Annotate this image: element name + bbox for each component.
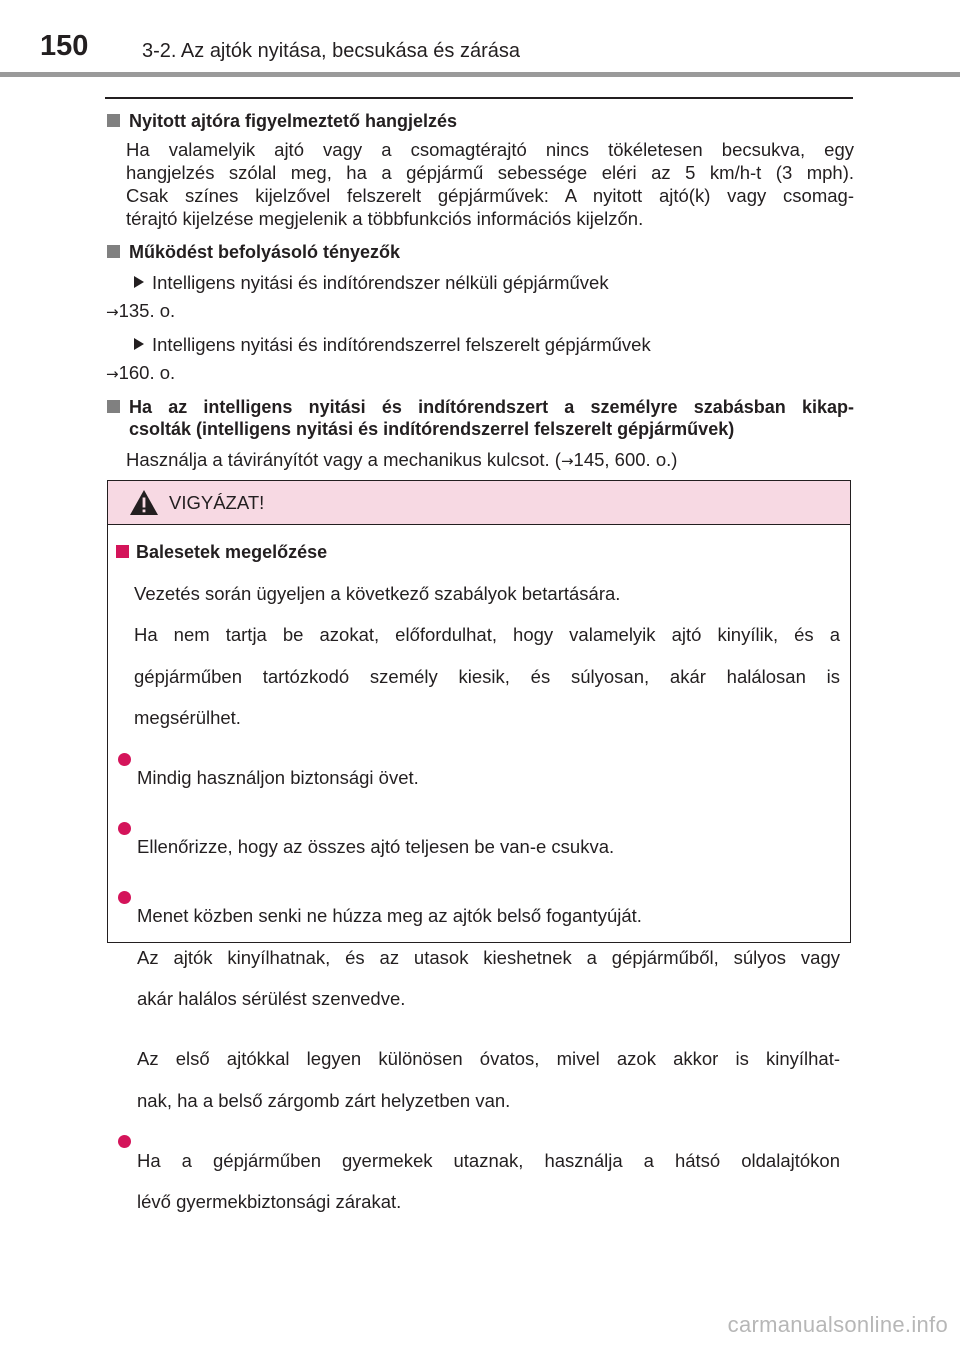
list-item: Mindig használjon biztonsági övet. [113,748,840,808]
section-heading: Működést befolyásoló tényezők [104,241,854,263]
page-reference: →160. o. [106,362,176,383]
square-bullet-icon [116,545,129,558]
main-content [104,110,854,473]
caution-title: VIGYÁZAT! [169,491,265,513]
section-paragraph: Használja a távirányítót vagy a mechanikus kulcsot. (→145, 600. o.) [126,449,678,470]
caution-header [108,481,850,525]
caution-intro: Vezetés során ügyeljen a következő szabályok betartására. Ha nem tartja be azokat, előfordulhat, hogy valamelyik ajtó kinyílik, és a gépjárműben tartózkodó személy kiesik, és súlyosan, akár halálosan is megsérülhet. [134,582,840,728]
page-reference: →135. o. [106,300,176,321]
list-item: Intelligens nyitási és indítórendszer nélküli gépjárművek [104,271,854,294]
caution-box [107,480,851,1212]
list-item: Ellenőrizze, hogy az összes ajtó teljesen be van-e csukva. [113,817,840,877]
watermark: carmanualsonline.info [727,1312,948,1337]
triangle-bullet-icon [134,338,144,350]
page-number: 150 [40,30,89,62]
circle-bullet-icon [118,891,131,904]
section-title: 3-2. Az ajtók nyitása, becsukása és zárása [142,40,520,62]
circle-bullet-icon [118,1135,131,1148]
circle-bullet-icon [118,753,131,766]
section-heading: Ha az intelligens nyitási és indítórendszert a személyre szabásban kikap- csolták (intelligens nyitási és indítórendszerrel felszerelt gépjárművek) [104,396,854,440]
list-item: Ha a gépjárműben gyermekek utaznak, használja a hátsó oldalajtókon lévő gyermekbiztonsági zárakat. [113,1130,840,1232]
caution-body [108,525,850,1232]
square-bullet-icon [107,114,120,127]
arrow-right-icon: → [106,365,119,383]
section-heading: Nyitott ajtóra figyelmeztető hangjelzés [104,110,854,132]
square-bullet-icon [107,400,120,413]
list-item: Menet közben senki ne húzza meg az ajtók belső fogantyúját. Az ajtók kinyílhatnak, és az utasok kieshetnek a gépjárműből, súlyos vagy akár halálos sérülést szenvedve. [113,886,840,1029]
triangle-bullet-icon [134,276,144,288]
circle-bullet-icon [118,822,131,835]
list-item: Intelligens nyitási és indítórendszerrel felszerelt gépjárművek [104,333,854,356]
header-rule [0,72,960,77]
arrow-right-icon: → [560,452,574,470]
section-paragraph: Ha valamelyik ajtó vagy a csomagtérajtó nincs tökéletesen becsukva, egy hangjelzés szólal meg, ha a gépjármű sebessége eléri az 5 km/h-t (3 mph). Csak színes kijelzővel felszerelt gépjárművek: A nyitott ajtó(k) vagy csomag- térajtó kijelzése megjelenik a többfunkciós információs kijelzőn. [126,139,854,229]
caution-heading: Balesetek megelőzése [113,541,840,563]
top-rule [105,97,853,99]
square-bullet-icon [107,245,120,258]
warning-triangle-icon [129,489,159,516]
arrow-right-icon: → [106,303,119,321]
bullet-paragraph: Az első ajtókkal legyen különösen óvatos, mivel azok akkor is kinyílhat- nak, ha a belső zárgomb zárt helyzetben van. [137,1048,840,1111]
